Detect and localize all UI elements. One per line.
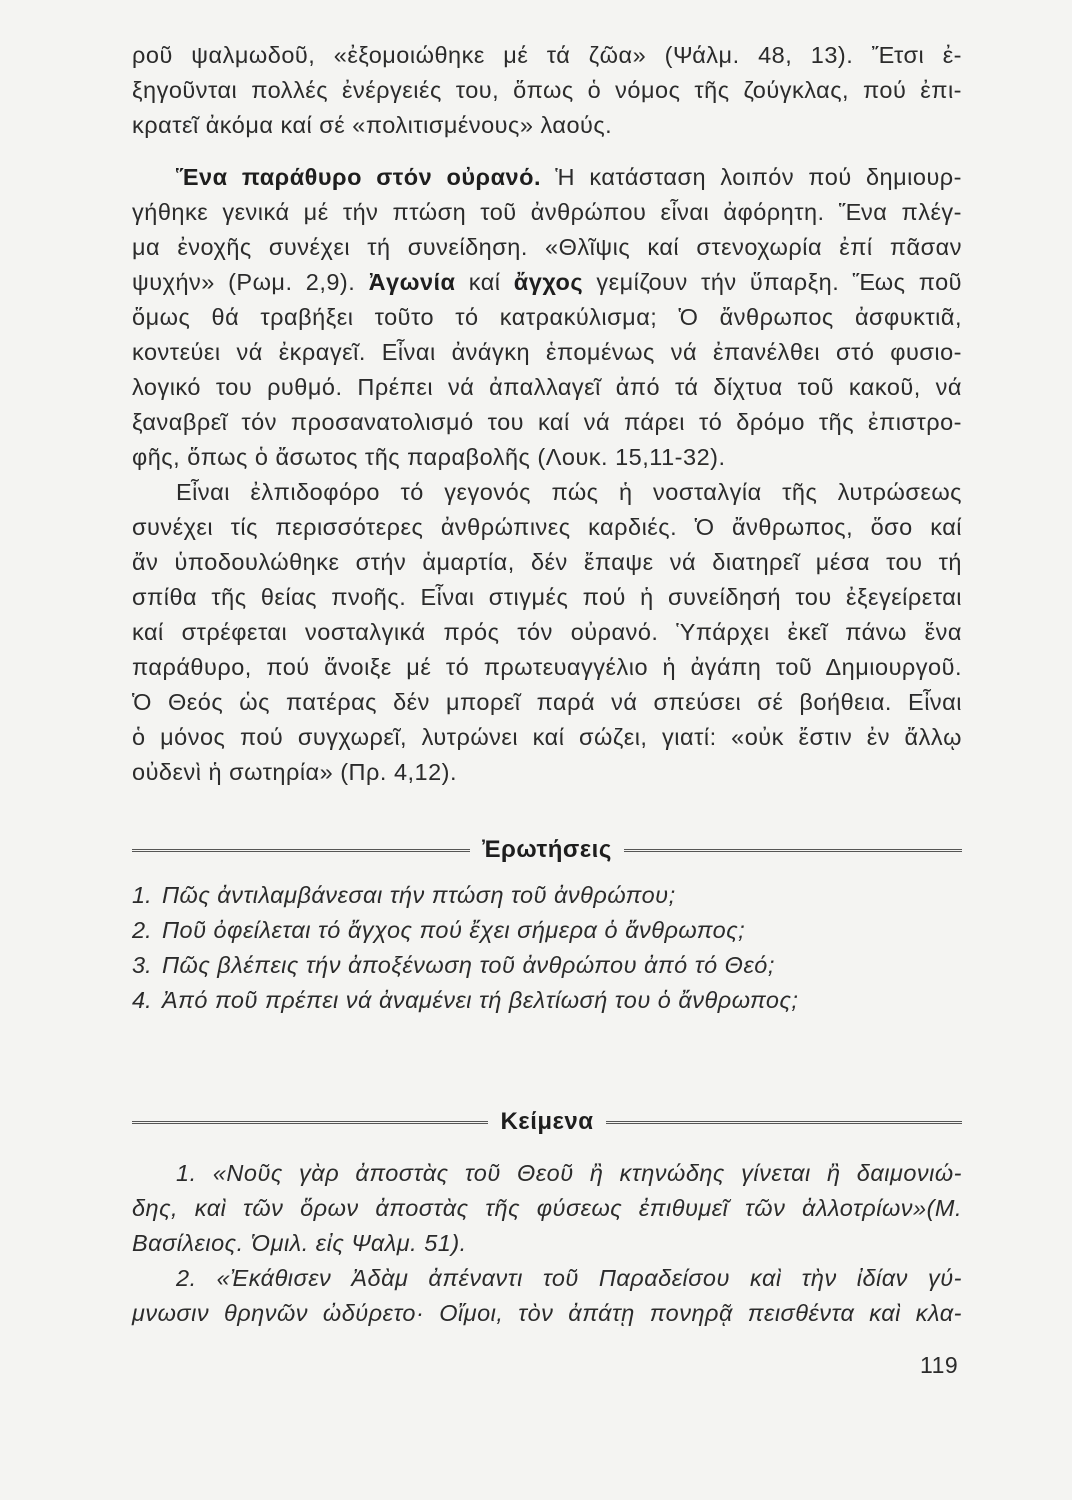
quote-text: μνωσιν θρηνῶν ὠδύρετο· Οἴμοι, τὸν ἀπάτῃ πονηρᾷ πεισθέντα καὶ κλα- xyxy=(132,1300,962,1326)
heading-rule-right xyxy=(624,849,962,852)
heading-rule-right xyxy=(606,1121,962,1124)
body-text: Ἡ κατάσταση λοιπόν πού δημιουρ- xyxy=(540,164,962,190)
question-number: 4. xyxy=(132,987,152,1013)
questions-heading-title: Ἐρωτήσεις xyxy=(482,836,612,863)
bold-term-anxiety: ἄγχος xyxy=(513,269,584,295)
question-number: 2. xyxy=(132,917,152,943)
body-text: παράθυρο, πού ἄνοιξε μέ τό πρωτευαγγέλιο ἡ ἀγάπη τοῦ Δημιουργοῦ. xyxy=(132,654,962,680)
body-line xyxy=(132,582,962,612)
body-text: συνέχει τίς περισσότερες ἀνθρώπινες καρδιές. Ὁ ἄνθρωπος, ὅσο καί xyxy=(132,514,962,540)
question-text: Πῶς ἀντιλαμβάνεσαι τήν πτώση τοῦ ἀνθρώπου; xyxy=(162,882,676,908)
body-line xyxy=(132,197,962,227)
body-text: καί στρέφεται νοσταλγικά πρός τόν οὐρανό. Ὑπάρχει ἐκεῖ πάνω ἕνα xyxy=(132,619,962,645)
quote-line xyxy=(176,1158,962,1188)
body-line xyxy=(132,512,962,542)
body-text: κοντεύει νά ἐκραγεῖ. Εἶναι ἀνάγκη ἑπομένως νά ἐπανέλθει στό φυσιο- xyxy=(132,339,962,365)
quote-line xyxy=(132,1298,962,1328)
quote-text: 2. «Ἐκάθισεν Ἀδὰμ ἀπέναντι τοῦ Παραδείσου καὶ τὴν ἰδίαν γύ- xyxy=(176,1265,962,1291)
texts-heading-title: Κείμενα xyxy=(500,1108,594,1135)
body-line xyxy=(132,267,962,297)
body-line xyxy=(132,337,962,367)
body-line xyxy=(132,110,962,140)
body-text: ὁ μόνος πού συγχωρεῖ, λυτρώνει καί σώζει, γιατί: «οὐκ ἔστιν ἐν ἄλλῳ xyxy=(132,724,962,750)
body-line xyxy=(132,757,962,787)
body-line xyxy=(132,547,962,577)
body-text: ξηγοῦνται πολλές ἐνέργειές του, ὅπως ὁ νόμος τῆς ζούγκλας, πού ἐπι- xyxy=(132,77,962,103)
page-number: 119 xyxy=(920,1352,959,1378)
question-text: Πῶς βλέπεις τήν ἀποξένωση τοῦ ἀνθρώπου ἀπό τό Θεό; xyxy=(162,952,775,978)
body-line xyxy=(132,722,962,752)
texts-heading xyxy=(132,1102,962,1142)
body-text: γεμίζουν τήν ὕπαρξη. Ἕως ποῦ xyxy=(583,269,963,295)
body-line xyxy=(132,442,962,472)
body-text: Εἶναι ἐλπιδοφόρο τό γεγονός πώς ἡ νοσταλγία τῆς λυτρώσεως xyxy=(176,479,962,505)
quote-line xyxy=(176,1263,962,1293)
question-item xyxy=(132,880,962,910)
heading-rule-left xyxy=(132,849,470,852)
body-line xyxy=(132,232,962,262)
question-number: 3. xyxy=(132,952,152,978)
body-text: κρατεῖ ἀκόμα καί σέ «πολιτισμένους» λαούς. xyxy=(132,112,613,138)
question-text: Ποῦ ὀφείλεται τό ἄγχος πού ἔχει σήμερα ὁ ἄνθρωπος; xyxy=(162,917,746,943)
body-text: οὐδενὶ ἡ σωτηρία» (Πρ. 4,12). xyxy=(132,759,458,785)
question-text: Ἀπό ποῦ πρέπει νά ἀναμένει τή βελτίωσή του ὁ ἄνθρωπος; xyxy=(162,987,799,1013)
body-text: μα ἐνοχῆς συνέχει τή συνείδηση. «Θλῖψις καί στενοχωρία ἐπί πᾶσαν xyxy=(132,234,962,260)
body-text: ροῦ ψαλμωδοῦ, «ἐξομοιώθηκε μέ τά ζῶα» (Ψάλμ. 48, 13). Ἔτσι ἐ- xyxy=(132,42,962,68)
body-text: καί xyxy=(455,269,514,295)
questions-heading xyxy=(132,830,962,870)
body-text: ξαναβρεῖ τόν προσανατολισμό του καί νά πάρει τό δρόμο τῆς ἐπιστρο- xyxy=(132,409,962,435)
body-text: ὅμως θά τραβήξει τοῦτο τό κατρακύλισμα; Ὁ ἄνθρωπος ἀσφυκτιᾶ, xyxy=(132,304,962,330)
body-text: γήθηκε γενικά μέ τήν πτώση τοῦ ἀνθρώπου εἶναι ἀφόρητη. Ἕνα πλέγ- xyxy=(132,199,962,225)
body-line xyxy=(176,477,962,507)
quote-line xyxy=(132,1193,962,1223)
body-line xyxy=(132,652,962,682)
body-line xyxy=(132,302,962,332)
body-line xyxy=(132,407,962,437)
body-text: ἄν ὑποδουλώθηκε στήν ἁμαρτία, δέν ἔπαψε νά διατηρεῖ μέσα του τή xyxy=(132,549,962,575)
heading-rule-left xyxy=(132,1121,488,1124)
quote-line xyxy=(132,1228,962,1258)
body-text: φῆς, ὅπως ὁ ἄσωτος τῆς παραβολῆς (Λουκ. 15,11-32). xyxy=(132,444,726,470)
question-item xyxy=(132,950,962,980)
question-item xyxy=(132,915,962,945)
bold-term-agonia: Ἀγωνία xyxy=(368,269,456,295)
body-text: σπίθα τῆς θείας πνοῆς. Εἶναι στιγμές πού ἡ συνείδησή του ἐξεγείρεται xyxy=(132,584,962,610)
quote-text: Βασίλειος. Ὁμιλ. εἰς Ψαλμ. 51). xyxy=(132,1230,467,1256)
body-line xyxy=(176,162,962,192)
body-text: λογικό του ρυθμό. Πρέπει νά ἀπαλλαγεῖ ἀπό τά δίχτυα τοῦ κακοῦ, νά xyxy=(132,374,962,400)
question-number: 1. xyxy=(132,882,152,908)
body-text: ψυχήν» (Ρωμ. 2,9). xyxy=(132,269,369,295)
section-title-window-to-heaven: Ἕνα παράθυρο στόν οὐρανό. xyxy=(176,164,541,190)
body-line xyxy=(132,687,962,717)
question-item xyxy=(132,985,962,1015)
body-text: Ὁ Θεός ὡς πατέρας δέν μπορεῖ παρά νά σπεύσει σέ βοήθεια. Εἶναι xyxy=(132,689,962,715)
quote-text: δης, καὶ τῶν ὅρων ἀποστὰς τῆς φύσεως ἐπιθυμεῖ τῶν ἀλλοτρίων»(Μ. xyxy=(132,1195,962,1221)
body-line xyxy=(132,617,962,647)
body-line xyxy=(132,40,962,70)
body-line xyxy=(132,372,962,402)
quote-text: 1. «Νοῦς γὰρ ἀποστὰς τοῦ Θεοῦ ἢ κτηνώδης γίνεται ἢ δαιμονιώ- xyxy=(176,1160,962,1186)
body-line xyxy=(132,75,962,105)
